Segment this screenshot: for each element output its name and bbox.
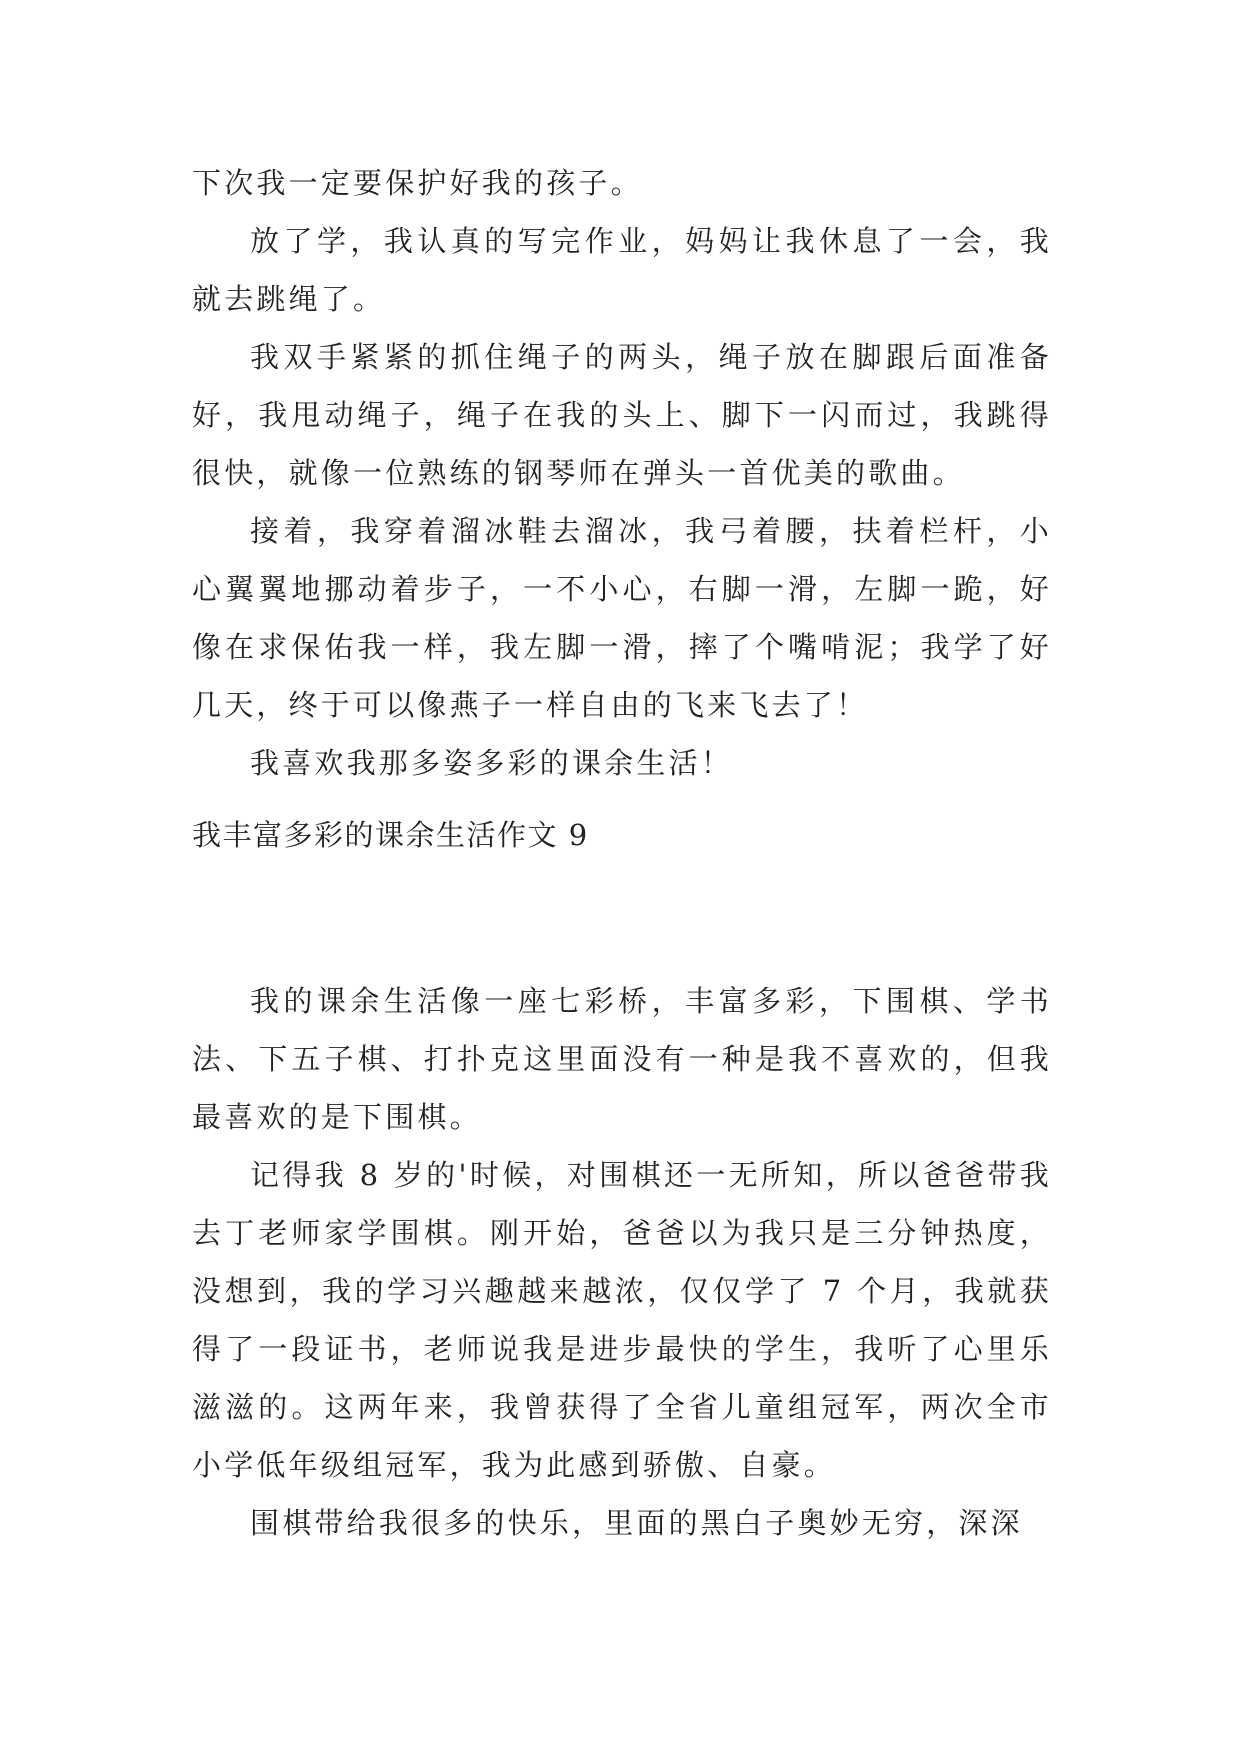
essay-9-body xyxy=(192,972,1052,1552)
paragraph: 放了学，我认真的写完作业，妈妈让我休息了一会，我就去跳绳了。 xyxy=(192,224,1052,316)
essay-continuation xyxy=(192,154,1052,792)
paragraph: 我喜欢我那多姿多彩的课余生活！ xyxy=(250,746,734,780)
paragraph: 我的课余生活像一座七彩桥，丰富多彩，下围棋、学书法、下五子棋、打扑克这里面没有一种是我不喜欢的，但我最喜欢的是下围棋。 xyxy=(192,984,1052,1134)
paragraph: 接着，我穿着溜冰鞋去溜冰，我弓着腰，扶着栏杆，小心翼翼地挪动着步子，一不小心，右脚一滑，左脚一跪，好像在求保佑我一样，我左脚一滑，摔了个嘴啃泥；我学了好几天，终于可以像燕子一样自由的飞来飞去了！ xyxy=(192,514,1052,722)
paragraph: 记得我 8 岁的'时候，对围棋还一无所知，所以爸爸带我去丁老师家学围棋。刚开始，爸爸以为我只是三分钟热度，没想到，我的学习兴趣越来越浓，仅仅学了 7 个月，我就获得了一段证书，老师说我是进步最快的学生，我听了心里乐滋滋的。这两年来，我曾获得了全省儿童组冠军，两次全市小学低年级组冠军，我为此感到骄傲、自豪。 xyxy=(192,1158,1052,1482)
section-heading: 我丰富多彩的课余生活作文 9 xyxy=(192,818,589,852)
paragraph: 围棋带给我很多的快乐，里面的黑白子奥妙无穷，深深 xyxy=(250,1506,1023,1540)
paragraph: 我双手紧紧的抓住绳子的两头，绳子放在脚跟后面准备好，我甩动绳子，绳子在我的头上、脚下一闪而过，我跳得很快，就像一位熟练的钢琴师在弹头一首优美的歌曲。 xyxy=(192,340,1052,490)
paragraph: 下次我一定要保护好我的孩子。 xyxy=(192,166,643,200)
